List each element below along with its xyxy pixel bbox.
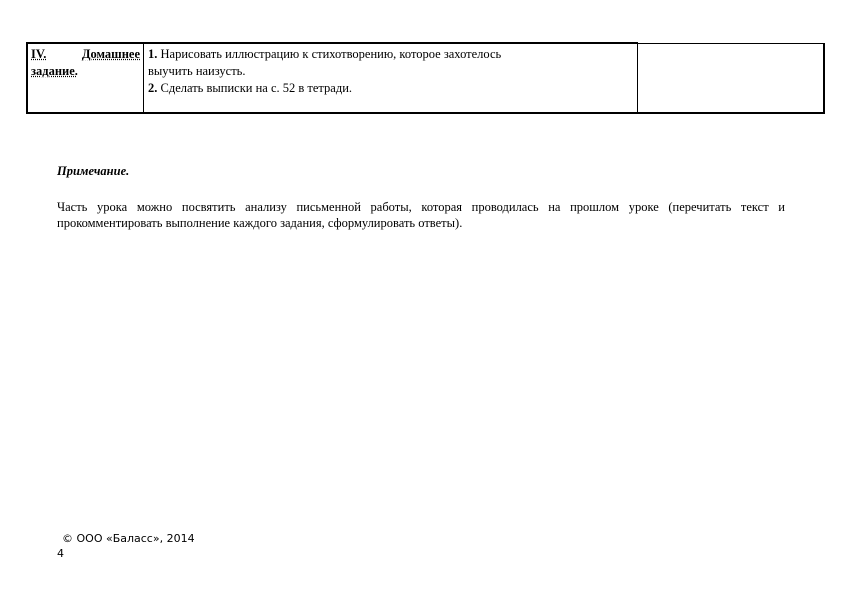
- tasks-cell: [144, 43, 638, 113]
- section-roman-numeral: IV.: [31, 47, 47, 61]
- task-1-text: Нарисовать иллюстрацию к стихотворению, которое захотелось: [160, 47, 502, 61]
- footer-copyright: © ООО «Баласс», 2014: [62, 532, 195, 545]
- section-heading-cell: [27, 43, 144, 113]
- task-2-number: 2.: [148, 81, 158, 95]
- page-number: 4: [57, 547, 64, 560]
- table-row: [27, 43, 824, 113]
- task-item-2: [148, 80, 634, 97]
- empty-notes-cell: [638, 43, 825, 113]
- note-title: Примечание.: [57, 164, 130, 178]
- section-title-word: Домашнее: [81, 47, 140, 61]
- task-1-text-continued: выучить наизусть.: [148, 64, 246, 78]
- task-item-1: [148, 46, 634, 63]
- task-2-text: Сделать выписки на с. 52 в тетради.: [160, 81, 353, 95]
- note-body: Часть урока можно посвятить анализу письменной работы, которая проводилась на прошлом уроке (перечитать текст и прокомментировать выполнение каждого задания, сформулировать ответы).: [57, 200, 785, 230]
- section-title-word2: задание.: [31, 64, 78, 78]
- task-1-number: 1.: [148, 47, 158, 61]
- homework-table: [26, 42, 825, 114]
- section-heading-line: [31, 46, 140, 63]
